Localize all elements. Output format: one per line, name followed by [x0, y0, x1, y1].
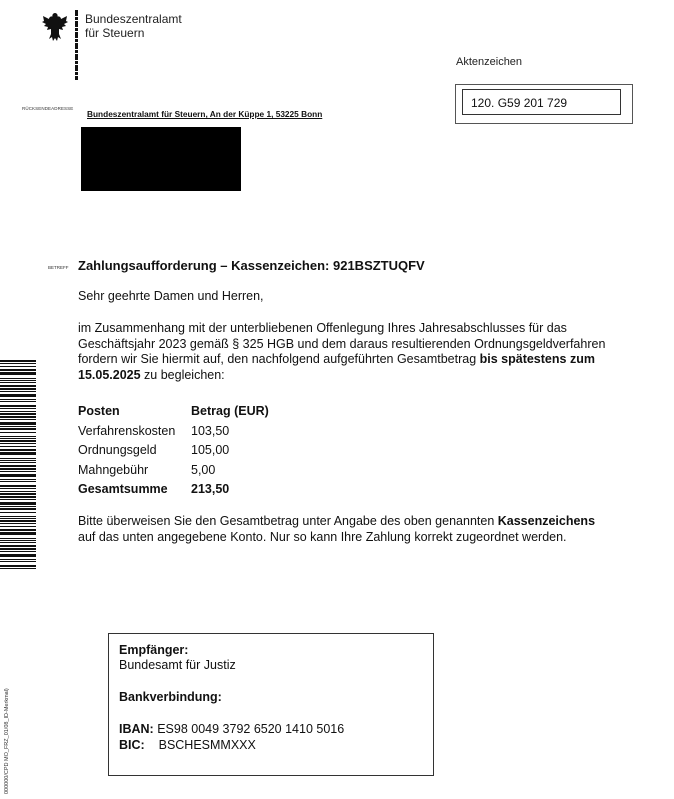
bic-line [119, 738, 256, 754]
barcode-bar [0, 372, 36, 375]
iban-label: IBAN: [119, 722, 154, 736]
barcode-bar [0, 443, 36, 444]
barcode-bar [0, 551, 36, 552]
barcode-bar [0, 485, 36, 487]
barcode-bar [0, 520, 36, 522]
betreff-label: BETREFF [48, 265, 69, 270]
barcode-bar [0, 471, 36, 472]
barcode-bar [0, 468, 36, 470]
total-label: Gesamtsumme [78, 482, 168, 496]
barcode-bar [0, 432, 36, 433]
barcode-bar [0, 508, 36, 510]
barcode-bar [0, 526, 36, 527]
barcode-bar [0, 440, 36, 442]
bic-label: BIC: [119, 738, 145, 752]
bic-value: BSCHESMMXXX [158, 738, 256, 752]
barcode-bar [0, 502, 36, 505]
header-divider-bar [75, 10, 78, 80]
salutation: Sehr geehrte Damen und Herren, [78, 289, 264, 303]
barcode-bar [0, 428, 36, 430]
subject-line: Zahlungsaufforderung – Kassenzeichen: 921BSZTUQFV [78, 258, 425, 273]
barcode-bar [0, 422, 36, 425]
bank-connection-label: Bankverbindung: [119, 690, 222, 704]
kassenzeichen-emphasis: Kassenzeichens [497, 514, 596, 528]
barcode-bar [0, 465, 36, 467]
barcode-bar [0, 565, 36, 567]
barcode-bar [0, 413, 36, 415]
barcode-bar [0, 516, 36, 517]
barcode-bar [0, 529, 36, 531]
table-cell: 103,50 [191, 423, 230, 438]
vertical-document-id [0, 666, 12, 794]
return-address-label: RÜCKSENDEADRESSE [22, 106, 74, 111]
barcode-bar [0, 399, 36, 400]
barcode-bar [0, 496, 36, 498]
barcode-bar [0, 419, 36, 420]
barcode-bar [0, 554, 36, 557]
table-row [78, 461, 318, 481]
barcode-bar [0, 388, 36, 390]
barcode-bar [0, 460, 36, 461]
barcode-bar [0, 391, 36, 392]
barcode-bar [0, 408, 36, 409]
amount-table [78, 402, 318, 500]
barcode-bar [0, 401, 36, 402]
barcode-bar [0, 540, 36, 541]
barcode-bar [0, 369, 36, 371]
barcode-bar [0, 538, 36, 539]
barcode-bar [0, 458, 36, 459]
barcode-bar [0, 506, 36, 507]
barcode-bar [0, 378, 36, 379]
table-row [78, 422, 318, 442]
aktenzeichen-value: 120. G59 201 729 [462, 89, 621, 115]
barcode-bar [0, 380, 36, 381]
federal-eagle-logo [40, 10, 70, 44]
barcode-bar [0, 542, 36, 543]
table-cell: 5,00 [191, 462, 216, 477]
barcode-bar [0, 385, 36, 387]
barcode-bar [0, 462, 36, 463]
table-row [78, 441, 318, 461]
barcode-bar [0, 426, 36, 427]
barcode-bar [0, 446, 36, 447]
payment-request-paragraph: im Zusammenhang mit der unterbliebenen Offenlegung Ihres Jahresabschlusses für das Geschäftsjahr 2023 gemäß § 325 HGB und dem daraus resultierenden Ordnungsgeldverfahren fordern wir Sie hiermit auf, den nachfolgend aufgeführten Gesamtbetrag bis spätestens zum 15.05.2025 zu begleichen: [78, 321, 606, 382]
barcode-bar [0, 394, 36, 397]
barcode-bar [0, 416, 36, 418]
barcode-bar [0, 366, 36, 367]
barcode-bar [0, 499, 36, 500]
barcode-bar [0, 449, 36, 451]
barcode-bar [0, 548, 36, 550]
barcode-bar [0, 568, 36, 569]
return-address: Bundeszentralamt für Steuern, An der Küppe 1, 53225 Bonn [87, 109, 323, 119]
barcode-bar [0, 436, 36, 437]
barcode [0, 360, 36, 570]
iban-line [119, 722, 344, 738]
barcode-bar [0, 438, 36, 439]
table-cell: Verfahrenskosten [78, 423, 176, 438]
barcode-bar [0, 532, 36, 535]
column-header-posten: Posten [78, 404, 120, 418]
table-total-row [78, 480, 318, 500]
barcode-bar [0, 545, 36, 547]
barcode-bar [0, 382, 36, 383]
aktenzeichen-label: Aktenzeichen [456, 56, 523, 68]
barcode-bar [0, 479, 36, 480]
barcode-bar [0, 488, 36, 489]
sender-name: Bundeszentralamt für Steuern [85, 12, 182, 40]
recipient-name: Bundesamt für Justiz [119, 658, 236, 672]
barcode-bar [0, 512, 36, 513]
barcode-bar [0, 474, 36, 477]
recipient-label: Empfänger: [119, 643, 189, 657]
barcode-bar [0, 561, 36, 562]
barcode-bar [0, 405, 36, 407]
table-cell: 105,00 [191, 443, 230, 457]
total-value: 213,50 [191, 482, 230, 496]
barcode-bar [0, 491, 36, 492]
barcode-bar [0, 411, 36, 412]
barcode-bar [0, 523, 36, 524]
barcode-bar [0, 363, 36, 364]
barcode-bar [0, 452, 36, 455]
barcode-bar [0, 360, 36, 362]
barcode-bar [0, 493, 36, 495]
deadline: bis spätestens zum 15.05.2025 [78, 352, 595, 382]
table-header-row [78, 402, 318, 422]
instruction-paragraph: Bitte überweisen Sie den Gesamtbetrag unter Angabe des oben genannten Kassenzeichens auf das unten angegebene Konto. Nur so kann Ihre Zahlung korrekt zugeordnet werden. [78, 514, 596, 544]
barcode-bar [0, 481, 36, 482]
table-cell: Mahngebühr [78, 462, 149, 477]
table-cell: Ordnungsgeld [78, 443, 157, 457]
barcode-bar [0, 559, 36, 560]
column-header-betrag: Betrag (EUR) [191, 404, 269, 418]
barcode-bar [0, 518, 36, 519]
redacted-recipient-address [81, 127, 241, 191]
side-code-text: 000000/CPD MO_FRZ_01/08_ID-Merkmal) [4, 688, 10, 794]
iban-value: ES98 0049 3792 6520 1410 5016 [157, 722, 345, 736]
